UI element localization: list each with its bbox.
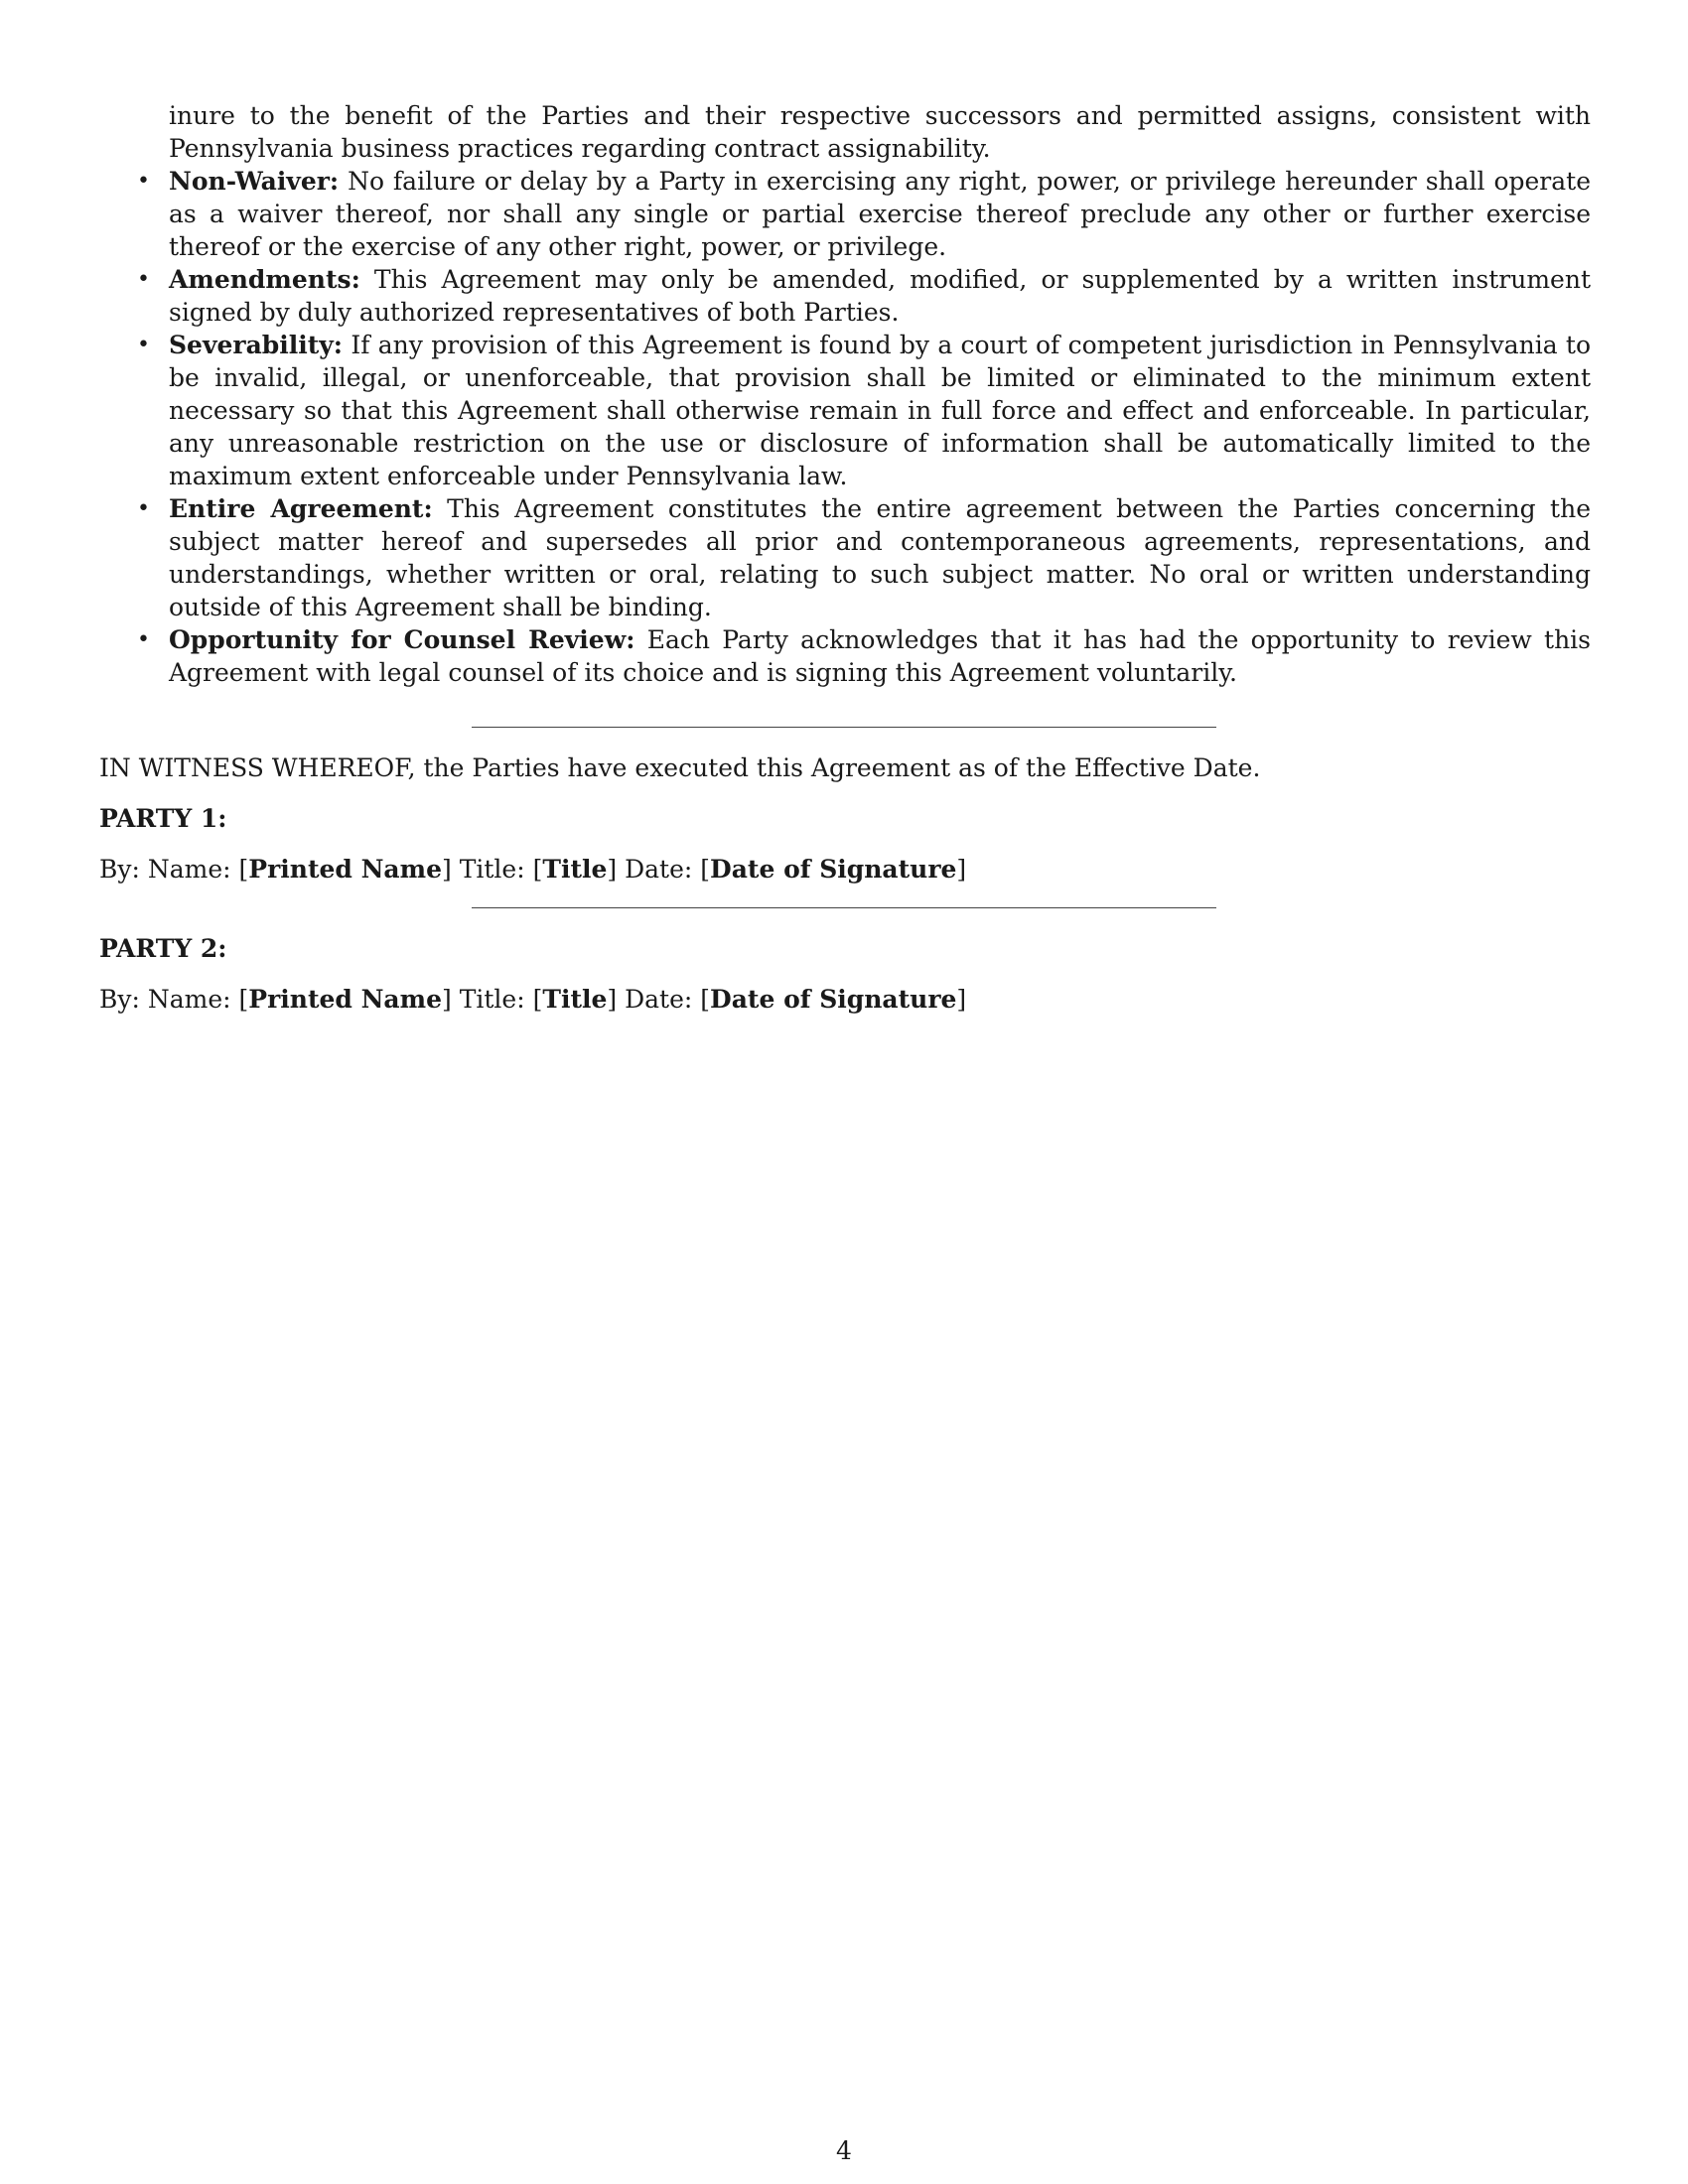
clause-text: No failure or delay by a Party in exercising any right, power, or privilege hereunder shall operate as a waiver thereof, nor shall any single or partial exercise thereof preclude any other or further exercise thereof or the exercise of any other right, power, or privilege. — [169, 167, 1592, 261]
clause-counsel-review — [99, 623, 1591, 689]
party1-heading: PARTY 1: — [99, 804, 227, 833]
clause-term: Opportunity for Counsel Review: — [169, 625, 635, 654]
clause-amendments — [99, 263, 1591, 329]
date-placeholder: Date of Signature — [710, 985, 957, 1014]
clause-term: Severability: — [169, 331, 344, 359]
printed-name-placeholder: Printed Name — [248, 855, 442, 884]
continuation-paragraph: inure to the benefit of the Parties and their respective successors and permitted assigns, consistent with Pennsylvania business practices regarding contract assignability. — [169, 101, 1591, 163]
party1-signature-line: By: Name: [Printed Name] Title: [Title] Date: [Date of Signature] — [99, 855, 967, 884]
clause-text: If any provision of this Agreement is found by a court of competent jurisdiction in Pennsylvania to be invalid, illegal, or unenforceable, that provision shall be limited or eliminated to the minimum extent necessary so that this Agreement shall otherwise remain in full force and effect and enforceable. In particular, any unreasonable restriction on the use or disclosure of information shall be automatically limited to the maximum extent enforceable under Pennsylvania law. — [169, 331, 1591, 490]
title-placeholder: Title — [542, 985, 608, 1014]
title-placeholder: Title — [542, 855, 608, 884]
party2-heading: PARTY 2: — [99, 934, 227, 963]
printed-name-placeholder: Printed Name — [248, 985, 442, 1014]
bullet-icon: • — [137, 169, 150, 194]
clause-term: Entire Agreement: — [169, 494, 433, 523]
clause-term: Amendments: — [169, 265, 360, 294]
clause-entire-agreement — [99, 492, 1591, 623]
bullet-icon: • — [137, 267, 150, 292]
bullet-icon: • — [137, 627, 150, 652]
clause-text: Each Party acknowledges that it has had the opportunity to review this Agreement with legal counsel of its choice and is signing this Agreement voluntarily. — [169, 625, 1591, 687]
date-label: Date: — [625, 985, 693, 1014]
bullet-icon: • — [137, 333, 150, 357]
clause-severability — [99, 329, 1591, 492]
clause-non-waiver — [99, 165, 1591, 263]
party2-signature-line: By: Name: [Printed Name] Title: [Title] Date: [Date of Signature] — [99, 985, 967, 1014]
party-divider — [472, 907, 1216, 908]
witness-statement: IN WITNESS WHEREOF, the Parties have executed this Agreement as of the Effective Date. — [99, 753, 1261, 782]
by-label: By: — [99, 985, 140, 1014]
clause-text: This Agreement constitutes the entire agreement between the Parties concerning the subject matter hereof and supersedes all prior and contemporaneous agreements, representations, and understandings, whether written or oral, relating to such subject matter. No oral or written understanding outside of this Agreement shall be binding. — [169, 494, 1591, 621]
title-label: Title: — [459, 855, 525, 884]
date-placeholder: Date of Signature — [710, 855, 957, 884]
clause-text: This Agreement may only be amended, modified, or supplemented by a written instrument signed by duly authorized representatives of both Parties. — [169, 265, 1591, 327]
name-label: Name: — [147, 855, 231, 884]
clause-list — [99, 165, 1591, 689]
document-page — [99, 99, 1591, 1016]
clause-term: Non-Waiver: — [169, 167, 340, 196]
bullet-icon: • — [137, 496, 150, 521]
page-number: 4 — [836, 2136, 852, 2165]
name-label: Name: — [147, 985, 231, 1014]
signature-divider — [472, 727, 1216, 728]
by-label: By: — [99, 855, 140, 884]
title-label: Title: — [459, 985, 525, 1014]
date-label: Date: — [625, 855, 693, 884]
